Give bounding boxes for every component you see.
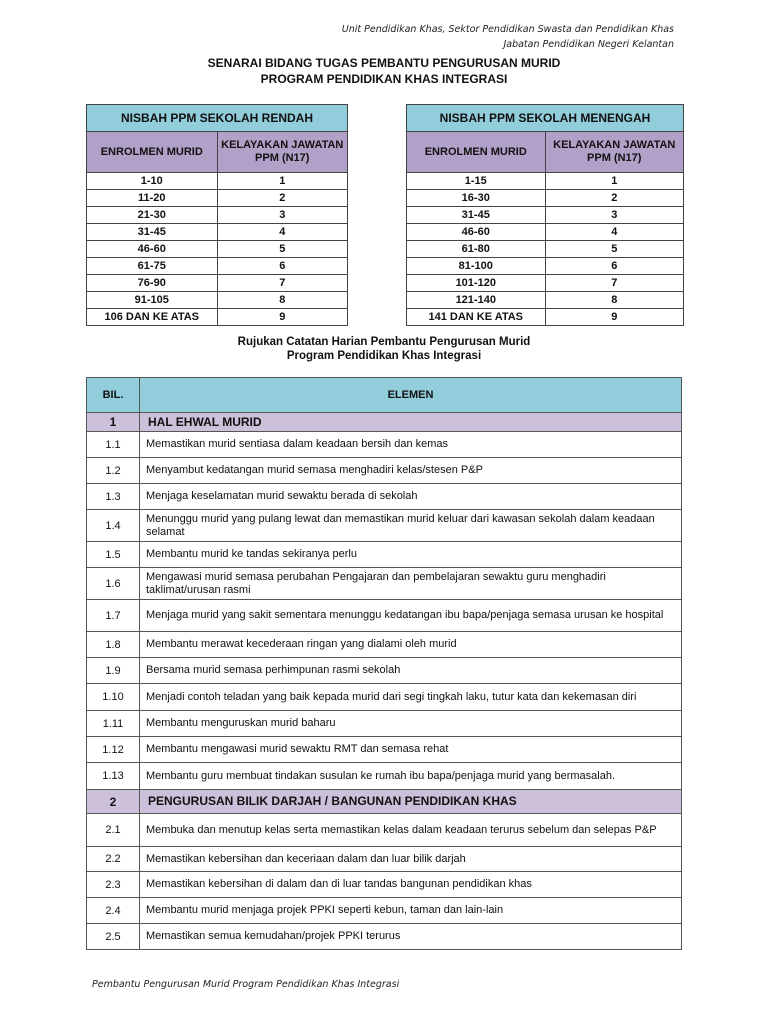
table-row: [87, 568, 682, 600]
table-row: [87, 432, 682, 458]
table-row: [407, 309, 684, 326]
bil-cell: 1.1: [87, 432, 140, 458]
elemen-cell: HAL EHWAL MURID: [140, 413, 682, 432]
header-line-1: Unit Pendidikan Khas, Sektor Pendidikan Swasta dan Pendidikan Khas: [341, 24, 674, 35]
bil-cell: 1.2: [87, 458, 140, 484]
kelayakan-cell: 2: [217, 190, 348, 207]
bil-cell: 1.13: [87, 763, 140, 790]
bil-cell: 1.10: [87, 684, 140, 711]
enrolmen-cell: 1-10: [87, 173, 218, 190]
table-row: [407, 224, 684, 241]
enrolmen-cell: 21-30: [87, 207, 218, 224]
page-header: [342, 22, 674, 52]
subtitle-line-1: Rujukan Catatan Harian Pembantu Pengurusan Murid: [237, 336, 531, 348]
elemen-cell: Membantu murid menjaga projek PPKI seperti kebun, taman dan lain-lain: [140, 898, 682, 924]
page-footer: Pembantu Pengurusan Murid Program Pendidikan Khas Integrasi: [92, 979, 400, 990]
enrolmen-cell: 101-120: [407, 275, 546, 292]
bil-cell: 1.6: [87, 568, 140, 600]
rendah-col-enrolmen: ENROLMEN MURID: [87, 132, 218, 173]
kelayakan-cell: 4: [545, 224, 684, 241]
rendah-table: [86, 104, 348, 326]
enrolmen-cell: 76-90: [87, 275, 218, 292]
bil-cell: 1.12: [87, 737, 140, 763]
kelayakan-cell: 9: [545, 309, 684, 326]
rendah-heading: NISBAH PPM SEKOLAH RENDAH: [87, 105, 348, 132]
bil-cell: 1.11: [87, 711, 140, 737]
kelayakan-cell: 6: [217, 258, 348, 275]
table-row: [87, 924, 682, 950]
bil-cell: 1.5: [87, 542, 140, 568]
table-row: [87, 763, 682, 790]
table-row: [87, 510, 682, 542]
enrolmen-cell: 121-140: [407, 292, 546, 309]
title-line-1: SENARAI BIDANG TUGAS PEMBANTU PENGURUSAN MURID: [207, 56, 561, 70]
menengah-table: [406, 104, 684, 326]
table-row: [87, 458, 682, 484]
document-title: [0, 55, 768, 87]
table-row: [407, 207, 684, 224]
table-row: [87, 872, 682, 898]
table-row: [87, 658, 682, 684]
enrolmen-cell: 46-60: [87, 241, 218, 258]
kelayakan-cell: 1: [545, 173, 684, 190]
kelayakan-cell: 5: [545, 241, 684, 258]
enrolmen-cell: 81-100: [407, 258, 546, 275]
kelayakan-cell: 3: [545, 207, 684, 224]
table-row: [87, 292, 348, 309]
kelayakan-cell: 3: [217, 207, 348, 224]
enrolmen-cell: 61-75: [87, 258, 218, 275]
enrolmen-cell: 106 DAN KE ATAS: [87, 309, 218, 326]
bil-cell: 1.9: [87, 658, 140, 684]
table-row: [87, 241, 348, 258]
table-row: [407, 258, 684, 275]
table-row: [407, 173, 684, 190]
table-row: [87, 484, 682, 510]
subtitle-line-2: Program Pendidikan Khas Integrasi: [286, 350, 482, 362]
elemen-cell: Membantu menguruskan murid baharu: [140, 711, 682, 737]
table-row: [87, 542, 682, 568]
kelayakan-cell: 7: [545, 275, 684, 292]
elemen-cell: Menjaga keselamatan murid sewaktu berada di sekolah: [140, 484, 682, 510]
elemen-cell: Membantu merawat kecederaan ringan yang dialami oleh murid: [140, 632, 682, 658]
kelayakan-cell: 8: [545, 292, 684, 309]
bil-cell: 1.3: [87, 484, 140, 510]
bil-cell: 2.5: [87, 924, 140, 950]
table-row: [87, 600, 682, 632]
bil-cell: 2.2: [87, 847, 140, 872]
table-row: [87, 684, 682, 711]
section-row: [87, 790, 682, 814]
menengah-col-kelayakan: KELAYAKAN JAWATAN PPM (N17): [545, 132, 684, 173]
table-row: [87, 309, 348, 326]
table-row: [87, 275, 348, 292]
elemen-subtitle: [0, 335, 768, 363]
enrolmen-cell: 61-80: [407, 241, 546, 258]
table-row: [87, 258, 348, 275]
section-row: [87, 413, 682, 432]
elemen-cell: Memastikan semua kemudahan/projek PPKI terurus: [140, 924, 682, 950]
kelayakan-cell: 7: [217, 275, 348, 292]
header-line-2: Jabatan Pendidikan Negeri Kelantan: [503, 39, 674, 50]
table-row: [87, 207, 348, 224]
bil-cell: 2.3: [87, 872, 140, 898]
table-row: [407, 241, 684, 258]
kelayakan-cell: 8: [217, 292, 348, 309]
enrolmen-cell: 91-105: [87, 292, 218, 309]
elemen-cell: Memastikan kebersihan dan keceriaan dalam dan luar bilik darjah: [140, 847, 682, 872]
rendah-col-kelayakan: KELAYAKAN JAWATAN PPM (N17): [217, 132, 348, 173]
elemen-col-bil: BIL.: [87, 378, 140, 413]
enrolmen-cell: 1-15: [407, 173, 546, 190]
enrolmen-cell: 141 DAN KE ATAS: [407, 309, 546, 326]
elemen-cell: PENGURUSAN BILIK DARJAH / BANGUNAN PENDIDIKAN KHAS: [140, 790, 682, 814]
bil-cell: 1: [87, 413, 140, 432]
kelayakan-cell: 4: [217, 224, 348, 241]
elemen-col-elemen: ELEMEN: [140, 378, 682, 413]
table-row: [407, 275, 684, 292]
kelayakan-cell: 2: [545, 190, 684, 207]
elemen-cell: Mengawasi murid semasa perubahan Pengajaran dan pembelajaran sewaktu guru menghadiri taklimat/urusan rasmi: [140, 568, 682, 600]
enrolmen-cell: 31-45: [87, 224, 218, 241]
elemen-cell: Membantu guru membuat tindakan susulan ke rumah ibu bapa/penjaga murid yang bermasalah.: [140, 763, 682, 790]
elemen-cell: Membantu mengawasi murid sewaktu RMT dan semasa rehat: [140, 737, 682, 763]
elemen-table: [86, 377, 682, 950]
kelayakan-cell: 5: [217, 241, 348, 258]
elemen-cell: Bersama murid semasa perhimpunan rasmi sekolah: [140, 658, 682, 684]
elemen-cell: Menunggu murid yang pulang lewat dan memastikan murid keluar dari kawasan sekolah dalam keadaan selamat: [140, 510, 682, 542]
elemen-cell: Memastikan kebersihan di dalam dan di luar tandas bangunan pendidikan khas: [140, 872, 682, 898]
table-row: [87, 898, 682, 924]
kelayakan-cell: 9: [217, 309, 348, 326]
table-row: [87, 173, 348, 190]
table-row: [87, 632, 682, 658]
elemen-cell: Menjaga murid yang sakit sementara menunggu kedatangan ibu bapa/penjaga semasa urusan ke hospital: [140, 600, 682, 632]
table-row: [87, 737, 682, 763]
kelayakan-cell: 1: [217, 173, 348, 190]
elemen-cell: Menyambut kedatangan murid semasa menghadiri kelas/stesen P&P: [140, 458, 682, 484]
elemen-cell: Menjadi contoh teladan yang baik kepada murid dari segi tingkah laku, tutur kata dan kekemasan diri: [140, 684, 682, 711]
table-row: [87, 711, 682, 737]
elemen-cell: Membantu murid ke tandas sekiranya perlu: [140, 542, 682, 568]
title-line-2: PROGRAM PENDIDIKAN KHAS INTEGRASI: [260, 72, 508, 86]
table-row: [87, 190, 348, 207]
menengah-col-enrolmen: ENROLMEN MURID: [407, 132, 546, 173]
bil-cell: 1.8: [87, 632, 140, 658]
table-row: [87, 847, 682, 872]
table-row: [407, 292, 684, 309]
elemen-cell: Memastikan murid sentiasa dalam keadaan bersih dan kemas: [140, 432, 682, 458]
bil-cell: 1.7: [87, 600, 140, 632]
elemen-cell: Membuka dan menutup kelas serta memastikan kelas dalam keadaan terurus sebelum dan selepas P&P: [140, 814, 682, 847]
table-row: [87, 224, 348, 241]
bil-cell: 2: [87, 790, 140, 814]
enrolmen-cell: 11-20: [87, 190, 218, 207]
enrolmen-cell: 16-30: [407, 190, 546, 207]
bil-cell: 2.1: [87, 814, 140, 847]
menengah-heading: NISBAH PPM SEKOLAH MENENGAH: [407, 105, 684, 132]
table-row: [87, 814, 682, 847]
enrolmen-cell: 46-60: [407, 224, 546, 241]
enrolmen-cell: 31-45: [407, 207, 546, 224]
bil-cell: 1.4: [87, 510, 140, 542]
table-row: [407, 190, 684, 207]
kelayakan-cell: 6: [545, 258, 684, 275]
bil-cell: 2.4: [87, 898, 140, 924]
